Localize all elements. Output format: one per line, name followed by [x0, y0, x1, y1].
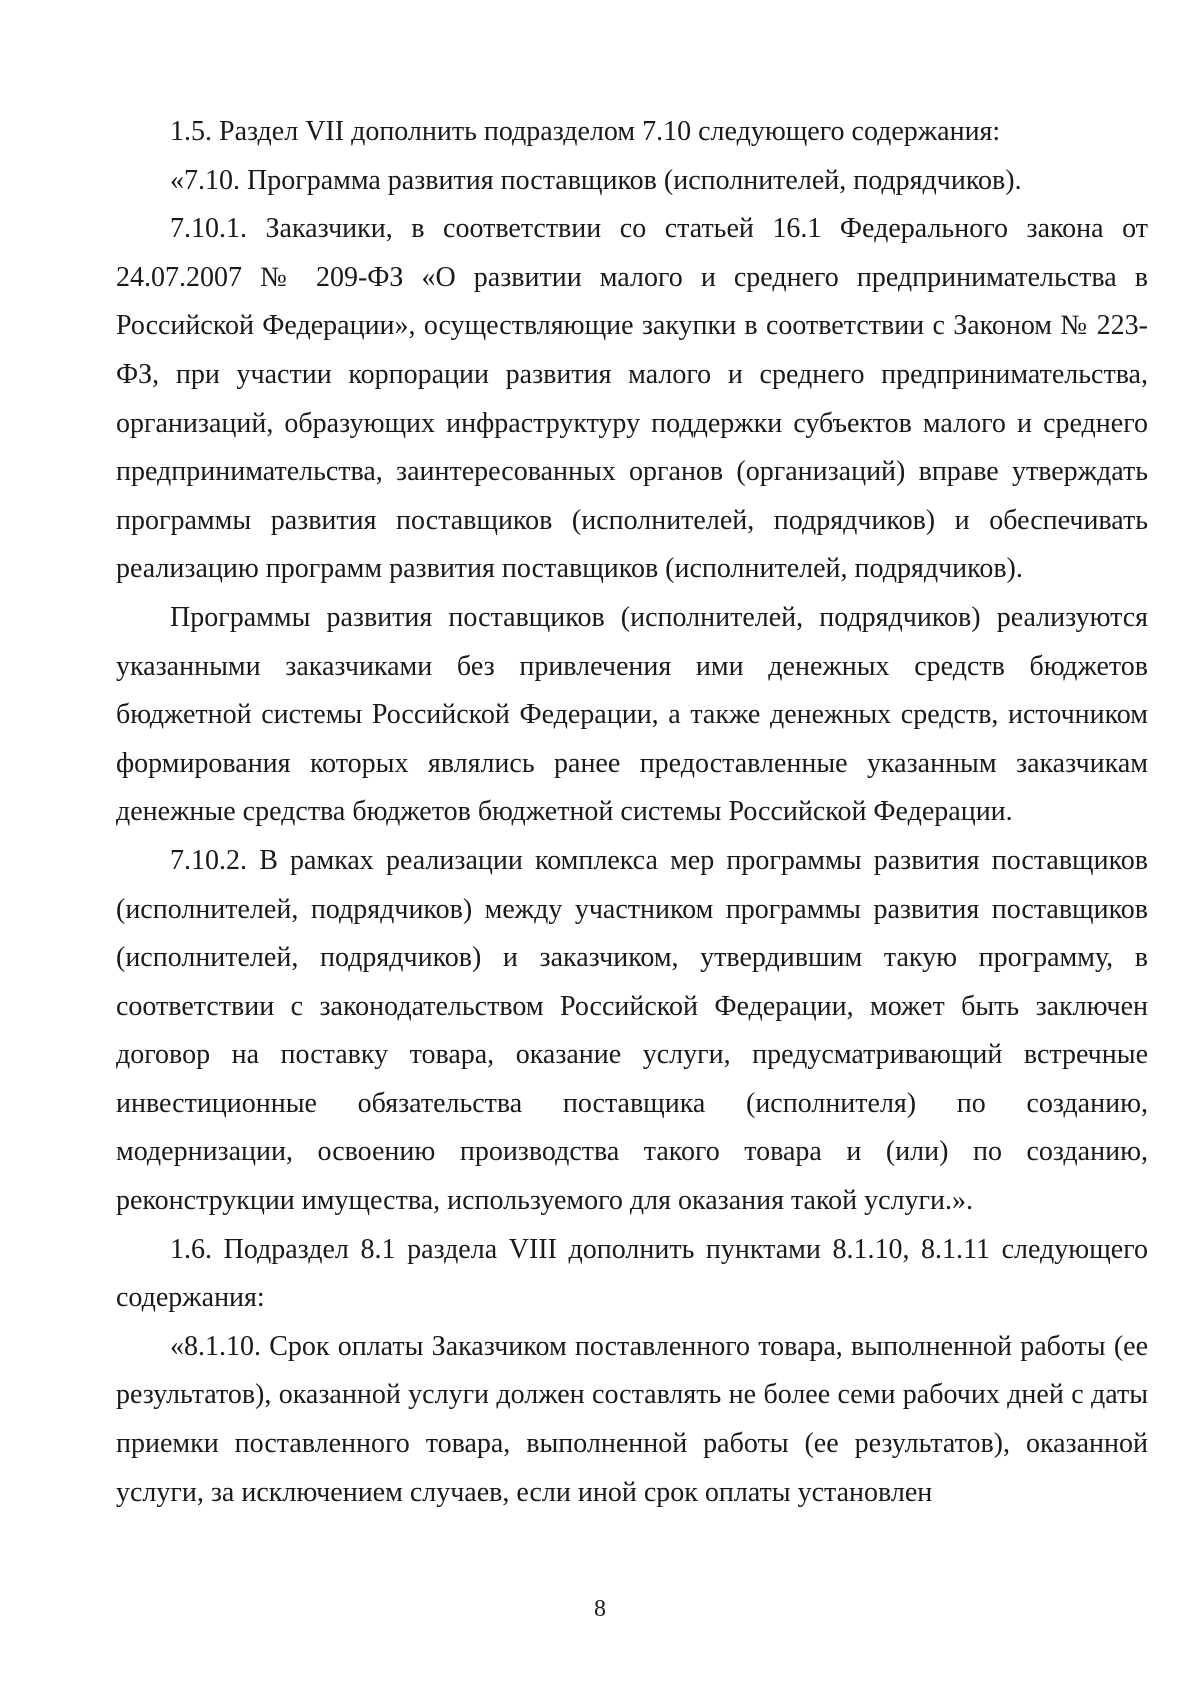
page-number: 8: [594, 1596, 606, 1622]
paragraph-8-1-10: «8.1.10. Срок оплаты Заказчиком поставленного товара, выполненной работы (ее результатов), оказанной услуги должен составлять не более семи рабочих дней с даты приемки поставленного товара, выполненной работы (ее результатов), оказанной услуги, за исключением случаев, если иной срок оплаты установлен: [116, 1330, 1148, 1508]
document-body: [116, 108, 1148, 1517]
paragraph-7-10-heading: «7.10. Программа развития поставщиков (исполнителей, подрядчиков).: [170, 164, 1022, 196]
paragraph-7-10-2: 7.10.2. В рамках реализации комплекса мер программы развития поставщиков (исполнителей, подрядчиков) между участником программы развития поставщиков (исполнителей, подрядчиков) и заказчиком, утвердившим такую программу, в соответствии с законодательством Российской Федерации, может быть заключен договор на поставку товара, оказание услуги, предусматривающий встречные инвестиционные обязательства поставщика (исполнителя) по созданию, модернизации, освоению производства такого товара и (или) по созданию, реконструкции имущества, используемого для оказания такой услуги.».: [116, 844, 1148, 1217]
paragraph-supplier-programs: Программы развития поставщиков (исполнителей, подрядчиков) реализуются указанными заказчиками без привлечения ими денежных средств бюджетов бюджетной системы Российской Федерации, а также денежных средств, источником формирования которых являлись ранее предоставленные указанным заказчикам денежные средства бюджетов бюджетной системы Российской Федерации.: [116, 601, 1148, 828]
paragraph-7-10-1: 7.10.1. Заказчики, в соответствии со статьей 16.1 Федерального закона от 24.07.2007 № 209-ФЗ «О развитии малого и среднего предпринимательства в Российской Федерации», осуществляющие закупки в соответствии с Законом № 223-ФЗ, при участии корпорации развития малого и среднего предпринимательства, организаций, образующих инфраструктуру поддержки субъектов малого и среднего предпринимательства, заинтересованных органов (организаций) вправе утверждать программы развития поставщиков (исполнителей, подрядчиков) и обеспечивать реализацию программ развития поставщиков (исполнителей, подрядчиков).: [116, 213, 1148, 585]
paragraph-1-5: 1.5. Раздел VII дополнить подразделом 7.10 следующего содержания:: [170, 116, 1001, 147]
paragraph-1-6: 1.6. Подраздел 8.1 раздела VIII дополнить пунктами 8.1.10, 8.1.11 следующего содержания:: [116, 1233, 1148, 1314]
